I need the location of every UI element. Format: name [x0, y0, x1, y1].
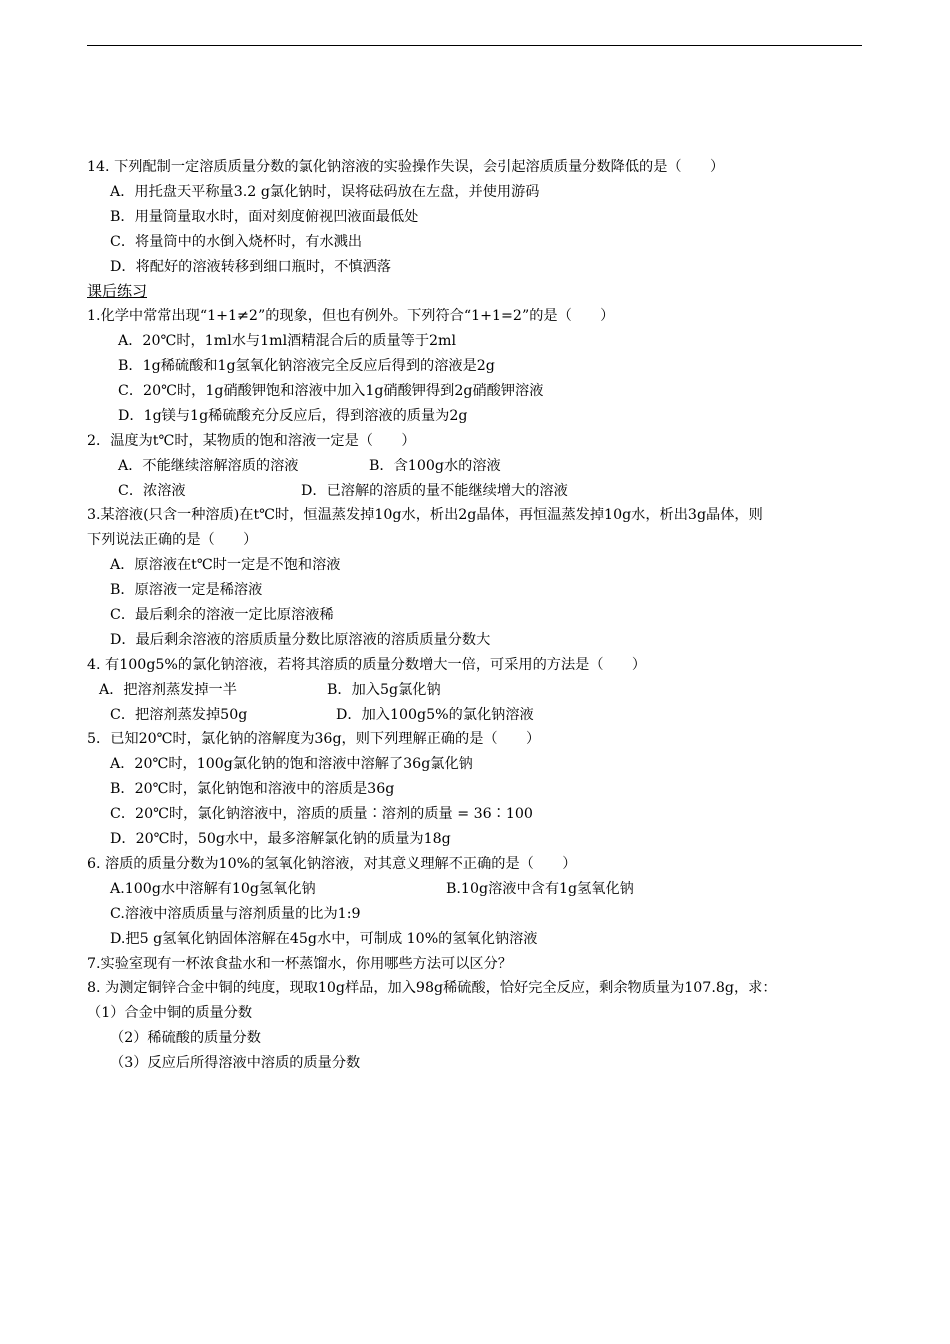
- question-14-option-b: B．用量筒量取水时，面对刻度俯视凹液面最低处: [110, 208, 419, 225]
- exercise-3-stem-line-2: 下列说法正确的是（ ）: [87, 532, 258, 549]
- exercise-8-subquestion-3: （3）反应后所得溶液中溶质的质量分数: [110, 1055, 361, 1072]
- exercise-4-stem: 4. 有100g5%的氯化钠溶液，若将其溶质的质量分数增大一倍，可采用的方法是（ ）: [87, 656, 647, 673]
- exercise-4-option-c: C．把溶剂蒸发掉50g: [110, 706, 248, 723]
- exercise-1-option-b: B．1g稀硫酸和1g氢氧化钠溶液完全反应后得到的溶液是2g: [118, 358, 495, 375]
- exercise-6-option-d: D.把5 g氢氧化钠固体溶解在45g水中，可制成 10%的氢氧化钠溶液: [110, 930, 538, 947]
- exercise-2-option-d: D．已溶解的溶质的量不能继续增大的溶液: [301, 482, 568, 499]
- document-body: [87, 155, 867, 1076]
- exercise-4-options-row-2: [87, 703, 867, 728]
- exercise-6-options-row-1: [87, 877, 867, 902]
- exercise-2-option-c: C．浓溶液: [118, 482, 186, 499]
- question-14-option-c: C．将量筒中的水倒入烧杯时，有水溅出: [110, 233, 363, 250]
- header-rule: [87, 45, 862, 46]
- exercise-5-option-d: D．20℃时，50g水中，最多溶解氯化钠的质量为18g: [110, 831, 451, 848]
- exercise-3-stem-line-1: 3.某溶液(只含一种溶质)在t℃时，恒温蒸发掉10g水，析出2g晶体，再恒温蒸发掉10g水，析出3g晶体，则: [87, 507, 763, 524]
- exercise-1-stem: 1.化学中常常出现“1+1≠2”的现象，但也有例外。下列符合“1+1=2”的是（ ）: [87, 308, 615, 325]
- exercise-4-option-d: D．加入100g5%的氯化钠溶液: [336, 706, 534, 723]
- exercise-8-subquestion-2: （2）稀硫酸的质量分数: [110, 1030, 261, 1047]
- exercise-1-option-d: D．1g镁与1g稀硫酸充分反应后，得到溶液的质量为2g: [118, 407, 468, 424]
- exercise-3-option-c: C．最后剩余的溶液一定比原溶液稀: [110, 607, 334, 624]
- exercise-1-option-c: C．20℃时，1g硝酸钾饱和溶液中加入1g硝酸钾得到2g硝酸钾溶液: [118, 383, 544, 400]
- exercise-6-option-c: C.溶液中溶质质量与溶剂质量的比为1:9: [110, 905, 361, 922]
- exercise-1-option-a: A．20℃时，1ml水与1ml酒精混合后的质量等于2ml: [118, 333, 457, 350]
- question-14-option-d: D．将配好的溶液转移到细口瓶时，不慎洒落: [110, 258, 391, 275]
- question-14-stem: 14. 下列配制一定溶质质量分数的氯化钠溶液的实验操作失误，会引起溶质质量分数降低的是（ ）: [87, 159, 725, 175]
- exercise-3-option-a: A．原溶液在t℃时一定是不饱和溶液: [110, 557, 341, 574]
- exercise-6-option-a: A.100g水中溶解有10g氢氧化钠: [110, 880, 316, 897]
- exercise-4-option-a: A．把溶剂蒸发掉一半: [99, 681, 237, 698]
- exercise-2-options-row-2: [87, 479, 867, 504]
- exercise-8-stem: 8. 为测定铜锌合金中铜的纯度，现取10g样品，加入98g稀硫酸，恰好完全反应，剩余物质量为107.8g，求：: [87, 980, 777, 997]
- exercise-8-subquestion-1: （1）合金中铜的质量分数: [87, 1005, 253, 1022]
- exercise-2-option-b: B．含100g水的溶液: [369, 457, 501, 474]
- exercise-6-stem: 6. 溶质的质量分数为10%的氢氧化钠溶液，对其意义理解不正确的是（ ）: [87, 855, 577, 872]
- exercise-5-option-c: C．20℃时，氯化钠溶液中，溶质的质量∶溶剂的质量 = 36∶100: [110, 806, 533, 823]
- exercise-7-stem: 7.实验室现有一杯浓食盐水和一杯蒸馏水，你用哪些方法可以区分？: [87, 955, 512, 972]
- exercise-4-option-b: B．加入5g氯化钠: [327, 681, 441, 698]
- exercise-5-option-b: B．20℃时，氯化钠饱和溶液中的溶质是36g: [110, 781, 395, 798]
- exercise-3-option-d: D．最后剩余溶液的溶质质量分数比原溶液的溶质质量分数大: [110, 631, 491, 648]
- exercise-5-stem: 5．已知20℃时，氯化钠的溶解度为36g，则下列理解正确的是（ ）: [87, 731, 541, 748]
- exercise-6-option-b: B.10g溶液中含有1g氢氧化钠: [446, 880, 634, 897]
- exercise-2-stem: 2．温度为t℃时，某物质的饱和溶液一定是（ ）: [87, 432, 416, 449]
- exercise-2-options-row-1: [87, 454, 867, 479]
- exercise-5-option-a: A．20℃时，100g氯化钠的饱和溶液中溶解了36g氯化钠: [110, 756, 473, 773]
- exercise-2-option-a: A．不能继续溶解溶质的溶液: [118, 457, 299, 474]
- exercise-3-option-b: B．原溶液一定是稀溶液: [110, 582, 263, 599]
- section-title: 课后练习: [87, 282, 148, 301]
- exercise-4-options-row-1: [87, 678, 867, 703]
- question-14-option-a: A．用托盘天平称量3.2 g氯化钠时，误将砝码放在左盘，并使用游码: [110, 183, 540, 200]
